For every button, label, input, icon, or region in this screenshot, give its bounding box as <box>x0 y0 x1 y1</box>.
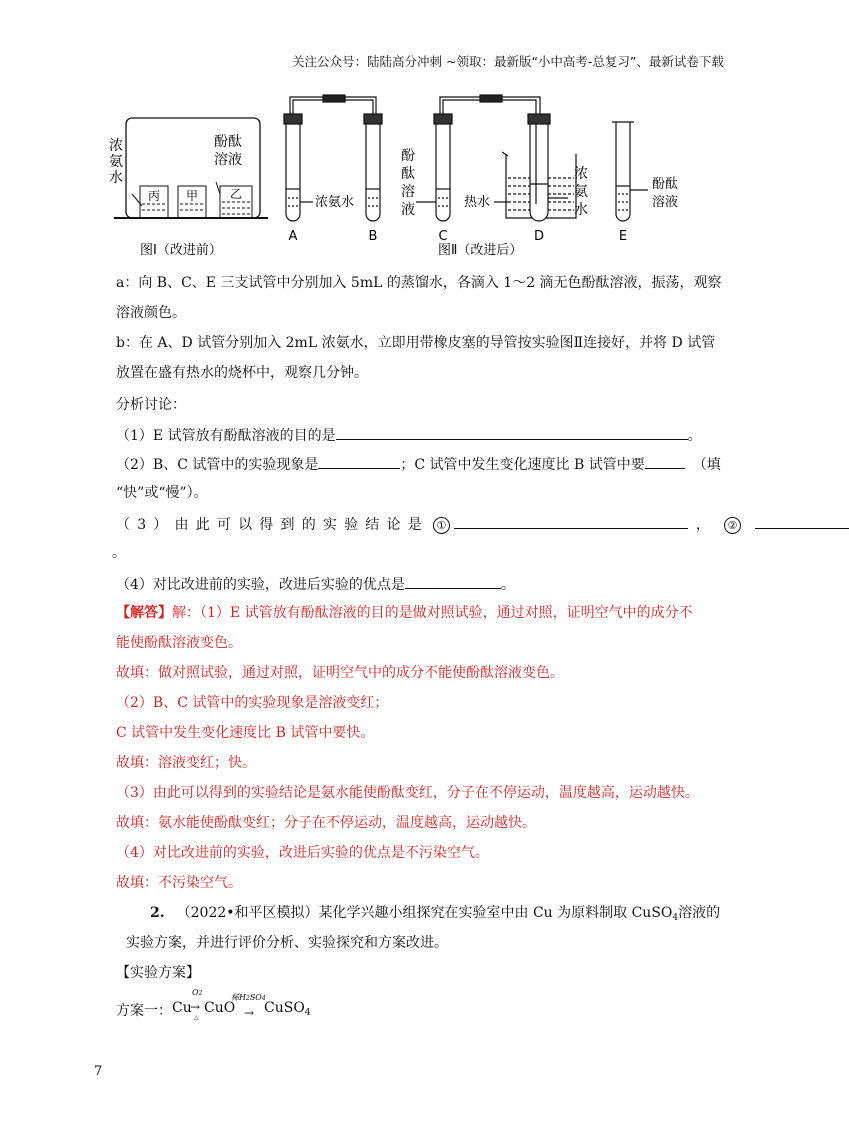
question-2-stem-line1: 2. （2022•和平区模拟）某化学兴趣小组探究在实验室中由 Cu 为原料制取 CuSO$_4$溶液的 <box>150 905 721 923</box>
step-b-line1: b：在 A、D 试管分别加入 2mL 浓氨水，立即用带橡皮塞的导管按实验图Ⅱ连接好，并将 D 试管 <box>116 335 716 351</box>
tube-letter-c: C <box>438 229 448 244</box>
fig1-label-conc-2: 氨 <box>109 154 123 170</box>
page-number: 7 <box>94 1064 103 1079</box>
fig2-label-conc-ammonia: 浓氨水 <box>315 195 355 210</box>
question-1: （1）E 试管放有酚酞溶液的目的是 。 <box>116 425 702 445</box>
question-2: （2）B、C 试管中的实验现象是 ；C 试管中发生变化速度比 B 试管中要 （填 <box>116 454 721 474</box>
fig1-label-phenol-2: 溶液 <box>214 152 242 168</box>
answer-line-10: 故填：不污染空气。 <box>116 875 242 891</box>
answer-line-5: C 试管中发生变化速度比 B 试管中要快。 <box>116 725 375 741</box>
fig1-label-yi: 乙 <box>229 187 243 201</box>
answer-line-4: （2）B、C 试管中的实验现象是溶液变红； <box>116 695 389 711</box>
fig1-label-bing: 丙 <box>147 189 161 203</box>
tube-letter-e: E <box>618 229 628 244</box>
answer-line-7: （3）由此可以得到的实验结论是氨水能使酚酞变红，分子在不停运动，温度越高，运动越快。 <box>116 785 699 801</box>
caption-fig2: 图Ⅱ（改进后） <box>438 243 523 258</box>
question-3: （3）由此可以得到的实验结论是 ① ， ② <box>116 514 849 534</box>
fig2-label-phenol-v1: 酚 <box>401 148 415 164</box>
tube-letter-d: D <box>533 229 545 244</box>
tubes-c-d <box>416 95 576 221</box>
arrow2-reagent: 稀H2SO4 <box>231 993 266 1002</box>
arrow1-reagent: O2 <box>192 988 203 997</box>
fig2-label-conc-v2: 氨 <box>574 184 588 200</box>
fig2-label-hot-water: 热水 <box>464 195 491 210</box>
fig1-label-conc-1: 浓 <box>109 138 123 154</box>
fig1-label-jia: 甲 <box>185 189 199 203</box>
figure-1-apparatus <box>109 118 268 218</box>
formula-cuo: CuO <box>204 1000 236 1016</box>
scheme-label: 方案一： <box>116 1003 172 1019</box>
answer-line-6: 故填：溶液变红；快。 <box>116 755 256 771</box>
step-a-line2: 溶液颜色。 <box>116 305 186 321</box>
answer-line-8: 故填：氨水能使酚酞变红；分子在不停运动，温度越高，运动越快。 <box>116 815 536 831</box>
arrow2-icon: → <box>244 1006 255 1020</box>
fig2-label-conc-v3: 水 <box>574 202 588 218</box>
question-2-line2: “快”或“慢”）。 <box>116 485 208 501</box>
fig2-label-conc-v1: 浓 <box>574 166 588 182</box>
fig1-label-phenol-1: 酚酞 <box>214 134 242 150</box>
formula-cu: Cu <box>172 1000 192 1016</box>
experiment-figure <box>108 94 679 258</box>
fig2-label-phenol-e1: 酚酞 <box>652 177 679 192</box>
answer-line-1: 【解答】解：（1）E 试管放有酚酞溶液的目的是做对照试验，通过对照，证明空气中的成分不 <box>116 605 693 621</box>
question-3-end: 。 <box>112 545 126 561</box>
fig1-label-conc-3: 水 <box>109 170 123 186</box>
answer-line-2: 能使酚酞溶液变色。 <box>116 635 242 651</box>
arrow1-icon: → <box>190 1000 201 1014</box>
caption-fig1: 图Ⅰ（改进前） <box>140 243 222 258</box>
step-a-line1: a：向 B、C、E 三支试管中分别加入 5mL 的蒸馏水，各滴入 1～2 滴无色酚酞溶液，振荡，观察 <box>116 275 722 291</box>
tube-letter-a: A <box>288 229 298 244</box>
step-b-line2: 放置在盛有热水的烧杯中，观察几分钟。 <box>116 365 368 381</box>
formula-cuso4: CuSO$_4$ <box>264 1000 311 1018</box>
section-experiment-plan: 【实验方案】 <box>116 965 200 981</box>
fig2-label-phenol-v2: 酞 <box>401 166 415 182</box>
answer-line-3: 故填：做对照试验，通过对照，证明空气中的成分不能使酚酞溶液变色。 <box>116 665 564 681</box>
fig2-label-phenol-v4: 液 <box>401 202 415 218</box>
question-2-stem-line2: 实验方案，并进行评价分析、实验探究和方案改进。 <box>126 935 448 951</box>
discussion-title: 分析讨论： <box>116 397 186 413</box>
scheme-one <box>116 984 436 1024</box>
page-header: 关注公众号：陆陆高分冲刺 ~领取：最新版“小中高考-总复习”、最新试卷下载 <box>292 54 724 69</box>
answer-line-9: （4）对比改进前的实验，改进后实验的优点是不污染空气。 <box>116 845 489 861</box>
fig2-label-phenol-v3: 溶 <box>401 184 415 200</box>
tube-letter-b: B <box>368 229 378 244</box>
tube-e <box>612 122 648 221</box>
arrow1-heat: △ <box>194 1014 199 1021</box>
question-4: （4）对比改进前的实验，改进后实验的优点是 。 <box>116 574 515 594</box>
fig2-label-phenol-e2: 溶液 <box>652 195 679 210</box>
